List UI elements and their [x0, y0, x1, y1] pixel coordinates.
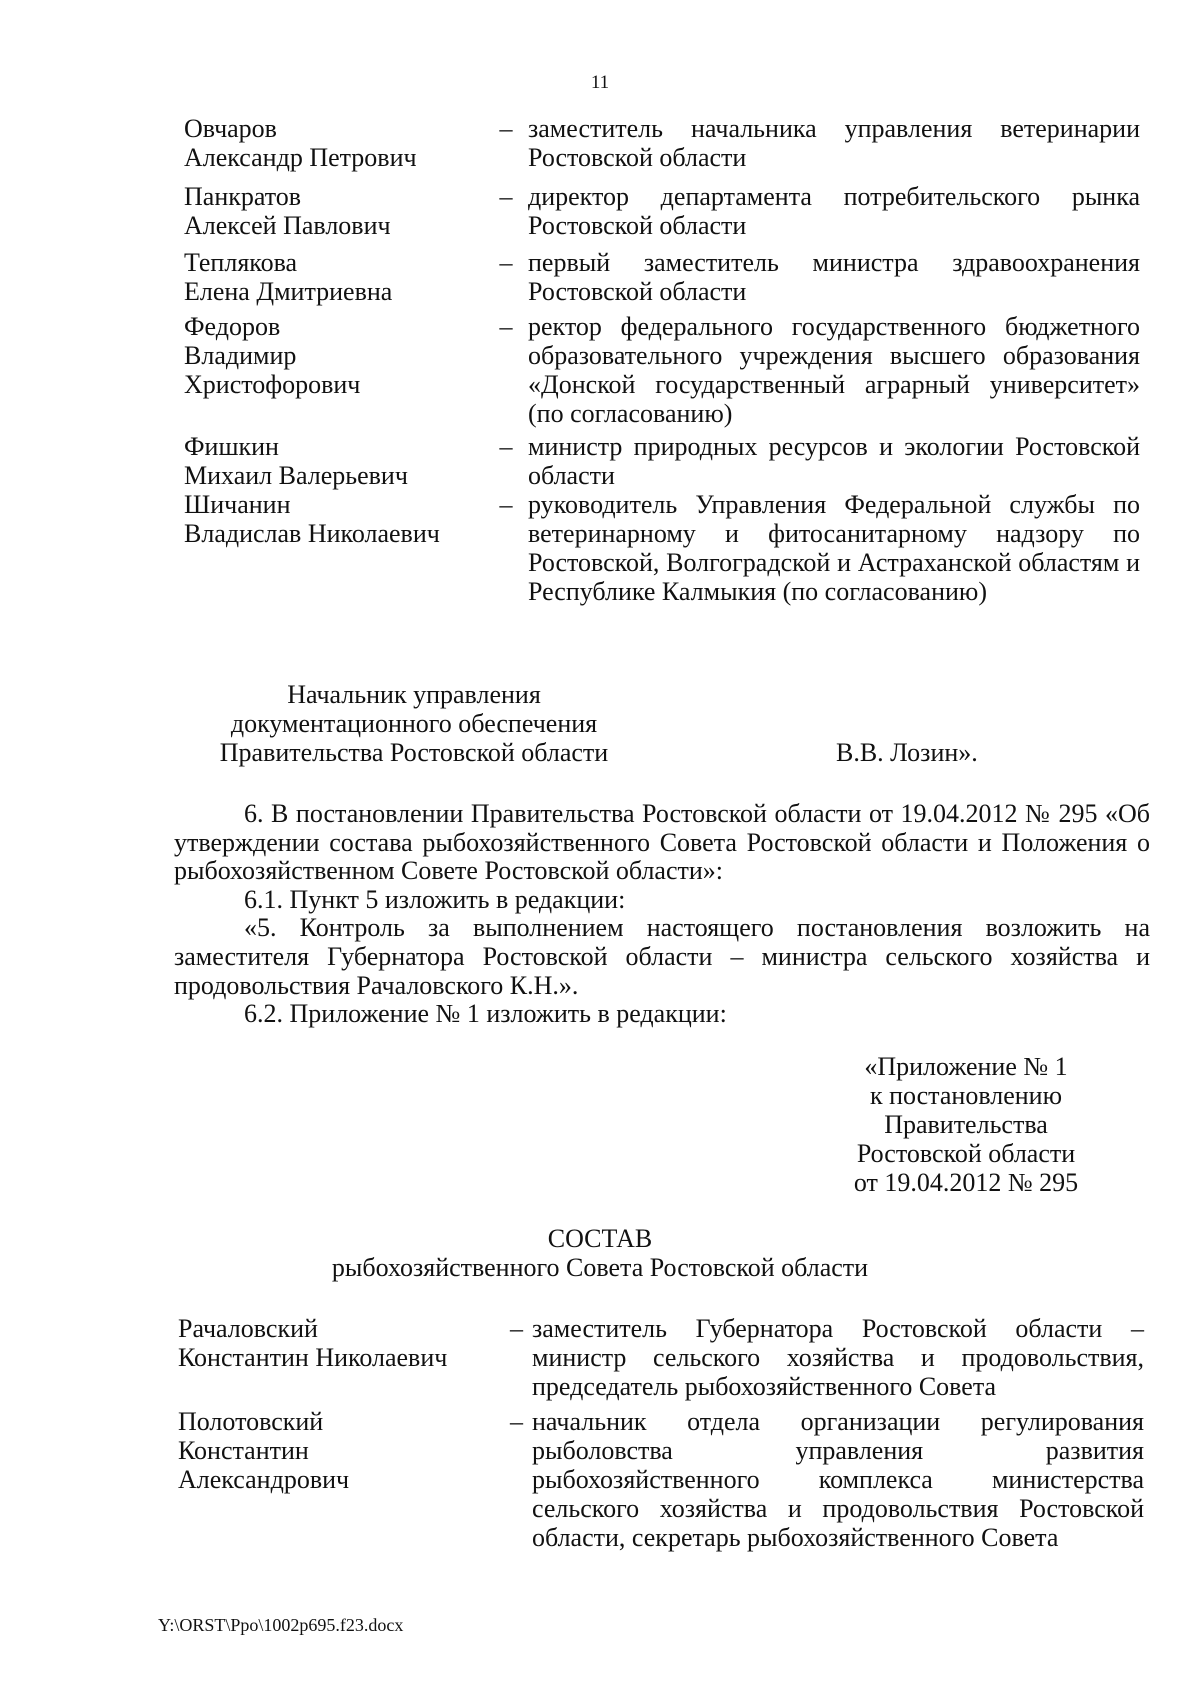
member-row [184, 312, 1140, 432]
member-name: Фишкин Михаил Валерьевич [184, 432, 408, 490]
heading-subtitle: рыбохозяйственного Совета Ростовской области [331, 1253, 869, 1282]
member-name: Панкратов Алексей Павлович [184, 182, 391, 240]
member-description: первый заместитель министра здравоохранения Ростовской области [528, 248, 1140, 306]
signatory-name: В.В. Лозин». [836, 738, 978, 767]
file-path-footer: Y:\ORST\Ppo\1002p695.f23.docx [158, 1615, 404, 1635]
dash: – [499, 182, 513, 211]
page-number: 11 [590, 72, 610, 93]
member-name: Федоров Владимир Христофорович [184, 312, 361, 399]
member-row [184, 182, 1140, 248]
member-description: ректор федерального государственного бюджетного образовательного учреждения высшего образования «Донской государственный аграрный университет» (по согласованию) [528, 312, 1140, 428]
signatory-title: Начальник управления документационного обеспечения Правительства Ростовской области [219, 680, 609, 767]
council-row [178, 1407, 1144, 1552]
council-member-description: заместитель Губернатора Ростовской области – министр сельского хозяйства и продовольствия, председатель рыбохозяйственного Совета [532, 1314, 1144, 1401]
paragraph: 6.2. Приложение № 1 изложить в редакции: [244, 999, 727, 1029]
dash: – [499, 312, 513, 341]
member-description: руководитель Управления Федеральной службы по ветеринарному и фитосанитарному надзору по Ростовской, Волгоградской и Астраханской областям и Республике Калмыкия (по согласованию) [528, 490, 1140, 606]
member-description: министр природных ресурсов и экологии Ростовской области [528, 432, 1140, 490]
paragraph: 6.1. Пункт 5 изложить в редакции: [244, 884, 626, 914]
section-heading [0, 1224, 1200, 1282]
paragraph: 6. В постановлении Правительства Ростовской области от 19.04.2012 № 295 «Об утверждении состава рыбохозяйственного Совета Ростовской области и Положения о рыбохозяйственном Совете Ростовской области»: [174, 799, 1150, 886]
member-name: Теплякова Елена Дмитриевна [184, 248, 393, 306]
dash: – [499, 248, 513, 277]
dash: – [510, 1314, 523, 1343]
member-row [184, 248, 1140, 312]
council-member-name: Рачаловский Константин Николаевич [178, 1314, 448, 1372]
appendix-reference: «Приложение № 1 к постановлению Правительства Ростовской области от 19.04.2012 № 295 [853, 1052, 1079, 1197]
council-row [178, 1314, 1144, 1407]
member-description: директор департамента потребительского рынка Ростовской области [528, 182, 1140, 240]
council-member-name: Полотовский Константин Александрович [178, 1407, 350, 1494]
member-row [184, 490, 1140, 606]
member-row [184, 114, 1140, 182]
council-member-description: начальник отдела организации регулирования рыболовства управления развития рыбохозяйственного комплекса министерства сельского хозяйства и продовольствия Ростовской области, секретарь рыбохозяйственного Совета [532, 1407, 1144, 1552]
dash: – [510, 1407, 523, 1436]
member-name: Шичанин Владислав Николаевич [184, 490, 440, 548]
paragraph: «5. Контроль за выполнением настоящего постановления возложить на заместителя Губернатора Ростовской области – министра сельского хозяйства и продовольствия Рачаловского К.Н.». [174, 913, 1150, 1000]
council-list [178, 1314, 1144, 1552]
heading-title: СОСТАВ [547, 1224, 653, 1253]
dash: – [499, 114, 513, 143]
body-text [174, 800, 1150, 1029]
member-row [184, 432, 1140, 490]
dash: – [499, 490, 513, 519]
member-description: заместитель начальника управления ветеринарии Ростовской области [528, 114, 1140, 172]
members-list [184, 114, 1140, 606]
member-name: Овчаров Александр Петрович [184, 114, 417, 172]
dash: – [499, 432, 513, 461]
